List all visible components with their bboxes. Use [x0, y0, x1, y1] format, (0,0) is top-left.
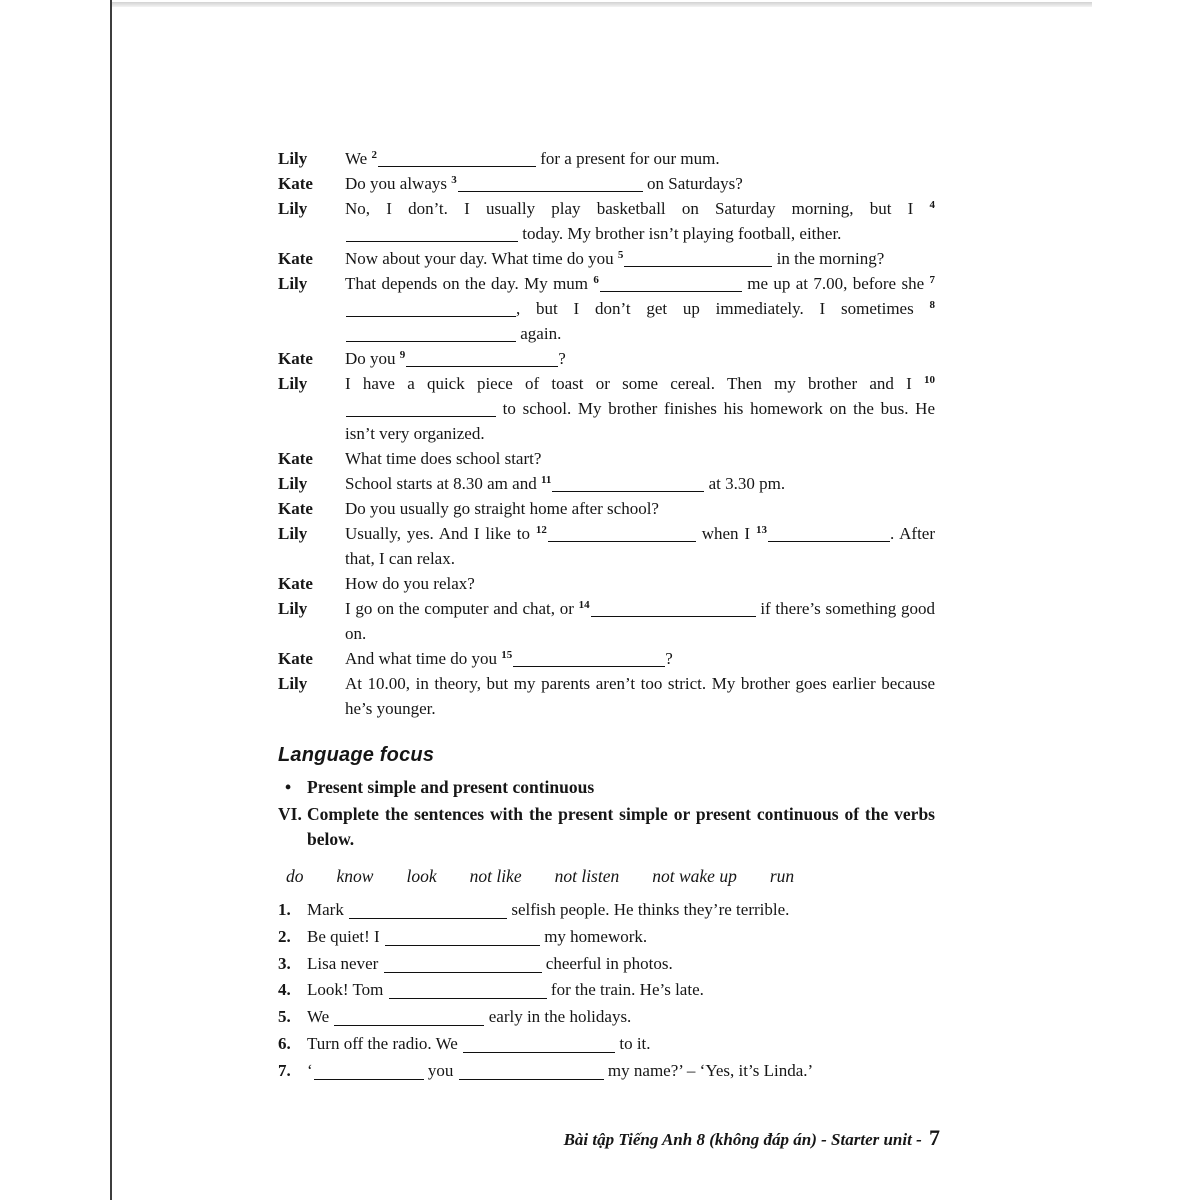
blank-line: [346, 327, 516, 342]
dialogue-turn: [278, 521, 935, 571]
dialogue: [278, 146, 935, 721]
blank-number: 12: [535, 524, 547, 536]
dialogue-turn: [278, 446, 935, 471]
exercise-instruction-text: Complete the sentences with the present simple or present continuous of the verbs below.: [307, 804, 935, 849]
language-focus-heading: Language focus: [278, 744, 435, 766]
word-bank: [278, 864, 935, 888]
blank-line: [385, 931, 540, 946]
exercise-item-text: ‘ you my name?’ – ‘Yes, it’s Linda.’: [307, 1060, 814, 1080]
blank-number: 2: [371, 149, 377, 161]
speaker-label: Kate: [278, 499, 313, 518]
blank-number: 6: [593, 274, 599, 286]
speaker-label: Kate: [278, 249, 313, 268]
exercise-item-number: 3.: [278, 953, 291, 973]
blank-line: [349, 904, 507, 919]
exercise-item-number: 1.: [278, 900, 291, 919]
blank-line: [346, 227, 518, 242]
word-bank-item: not wake up: [652, 866, 737, 886]
blank-number: 10: [924, 374, 935, 386]
exercise-item-text: We early in the holidays.: [307, 1007, 632, 1027]
exercise-item: [278, 951, 935, 978]
dialogue-text: How do you relax?: [345, 574, 475, 593]
blank-number: 3: [451, 174, 457, 186]
dialogue-text: Do you $^9$ ?: [345, 349, 566, 368]
page-content: [278, 146, 935, 1085]
dialogue-turn: [278, 471, 935, 496]
exercise-item-text: Lisa never cheerful in photos.: [307, 953, 673, 973]
dialogue-text: Usually, yes. And I like to $^{12}$ when I $^{13}$ . After that, I can relax.: [345, 524, 935, 568]
speaker-label: Kate: [278, 574, 313, 593]
dialogue-text: Do you usually go straight home after school?: [345, 499, 659, 518]
blank-line: [314, 1065, 424, 1080]
blank-number: 13: [755, 524, 767, 536]
blank-line: [459, 1065, 604, 1080]
dialogue-text: I go on the computer and chat, or $^{14}$ if there’s something good on.: [345, 599, 935, 643]
exercise-item-text: Be quiet! I my homework.: [307, 926, 648, 946]
dialogue-text: Do you always $^3$ on Saturdays?: [345, 174, 743, 193]
blank-line: [768, 527, 890, 542]
exercise-list: [278, 897, 935, 1085]
exercise-item-number: 5.: [278, 1007, 291, 1027]
exercise-item-text: Look! Tom for the train. He’s late.: [307, 980, 704, 1000]
blank-number: 5: [617, 249, 624, 261]
exercise-item-text: Turn off the radio. We to it.: [307, 1033, 651, 1053]
speaker-label: Kate: [278, 649, 313, 668]
exercise-item-text: Mark selfish people. He thinks they’re terrible.: [307, 900, 790, 919]
blank-line: [384, 958, 542, 973]
blank-number: 7: [929, 274, 935, 286]
blank-number: 11: [540, 474, 552, 486]
bullet-item-label: Present simple and present continuous: [307, 777, 595, 797]
dialogue-turn: [278, 146, 935, 171]
blank-number: 14: [578, 599, 590, 611]
exercise-roman-numeral: VI.: [278, 804, 302, 824]
exercise-item-number: 7.: [278, 1060, 291, 1080]
exercise-instruction: [278, 802, 935, 852]
exercise-item: [278, 1031, 935, 1058]
page-number: 7: [929, 1125, 940, 1150]
dialogue-turn: [278, 671, 935, 721]
speaker-label: Kate: [278, 349, 313, 368]
blank-line: [624, 252, 772, 267]
blank-line: [406, 352, 558, 367]
exercise-item: [278, 1004, 935, 1031]
speaker-label: Lily: [278, 274, 308, 293]
blank-line: [463, 1038, 615, 1053]
speaker-label: Kate: [278, 449, 313, 468]
dialogue-text: We $^2$ for a present for our mum.: [345, 149, 720, 168]
word-bank-item: do: [286, 866, 304, 886]
word-bank-item: look: [406, 866, 437, 886]
exercise-item: [278, 1058, 935, 1085]
blank-line: [346, 402, 496, 417]
blank-line: [591, 602, 756, 617]
page-top-shadow: [112, 2, 1092, 7]
exercise-item-number: 4.: [278, 980, 291, 1000]
speaker-label: Lily: [278, 149, 308, 168]
blank-line: [334, 1011, 484, 1026]
blank-number: 4: [929, 199, 935, 211]
dialogue-text: I have a quick piece of toast or some cereal. Then my brother and I $^{10}$ to school. My brother finishes his homework on the bus. He isn’t very organized.: [345, 374, 935, 443]
exercise-item: [278, 897, 935, 924]
dialogue-text: No, I don’t. I usually play basketball on Saturday morning, but I $^4$ today. My brother isn’t playing football, either.: [345, 199, 935, 243]
dialogue-text: That depends on the day. My mum $^6$ me up at 7.00, before she $^7$, but I don’t get up immediately. I sometimes $^8$ again.: [345, 274, 935, 343]
speaker-label: Lily: [278, 474, 308, 493]
blank-number: 9: [399, 349, 406, 361]
dialogue-turn: [278, 496, 935, 521]
blank-line: [548, 527, 696, 542]
dialogue-turn: [278, 596, 935, 646]
blank-number: 15: [501, 649, 513, 661]
exercise-item-number: 2.: [278, 926, 291, 946]
dialogue-text: And what time do you $^{15}$ ?: [345, 649, 673, 668]
dialogue-turn: [278, 171, 935, 196]
word-bank-item: run: [769, 866, 795, 886]
exercise-item: [278, 977, 935, 1004]
exercise-item: [278, 924, 935, 951]
blank-line: [552, 477, 704, 492]
speaker-label: Lily: [278, 674, 308, 693]
blank-line: [600, 277, 742, 292]
word-bank-item: know: [336, 866, 374, 886]
speaker-label: Lily: [278, 374, 308, 393]
dialogue-text: At 10.00, in theory, but my parents aren’t too strict. My brother goes earlier because he’s younger.: [345, 674, 935, 718]
blank-line: [513, 652, 665, 667]
dialogue-turn: [278, 571, 935, 596]
bullet-icon: •: [285, 777, 292, 797]
dialogue-turn: [278, 246, 935, 271]
blank-line: [378, 152, 536, 167]
speaker-label: Lily: [278, 599, 308, 618]
word-bank-item: not like: [469, 866, 522, 886]
blank-line: [346, 302, 516, 317]
dialogue-turn: [278, 646, 935, 671]
page-edge-line: [110, 0, 112, 1200]
bullet-item: [278, 775, 935, 800]
dialogue-turn: [278, 371, 935, 446]
dialogue-text: School starts at 8.30 am and $^{11}$ at 3.30 pm.: [345, 474, 786, 493]
exercise-item-number: 6.: [278, 1033, 291, 1053]
blank-number: 8: [929, 299, 935, 311]
dialogue-text: What time does school start?: [345, 449, 542, 468]
dialogue-turn: [278, 196, 935, 246]
word-bank-item: not listen: [554, 866, 620, 886]
blank-line: [458, 177, 643, 192]
dialogue-turn: [278, 271, 935, 346]
footer-title: Bài tập Tiếng Anh 8 (không đáp án) - Starter unit -: [563, 1130, 926, 1149]
speaker-label: Kate: [278, 174, 313, 193]
dialogue-turn: [278, 346, 935, 371]
blank-line: [389, 984, 547, 999]
page-footer: [278, 1125, 940, 1153]
dialogue-text: Now about your day. What time do you $^5$ in the morning?: [345, 249, 885, 268]
speaker-label: Lily: [278, 524, 308, 543]
speaker-label: Lily: [278, 199, 308, 218]
